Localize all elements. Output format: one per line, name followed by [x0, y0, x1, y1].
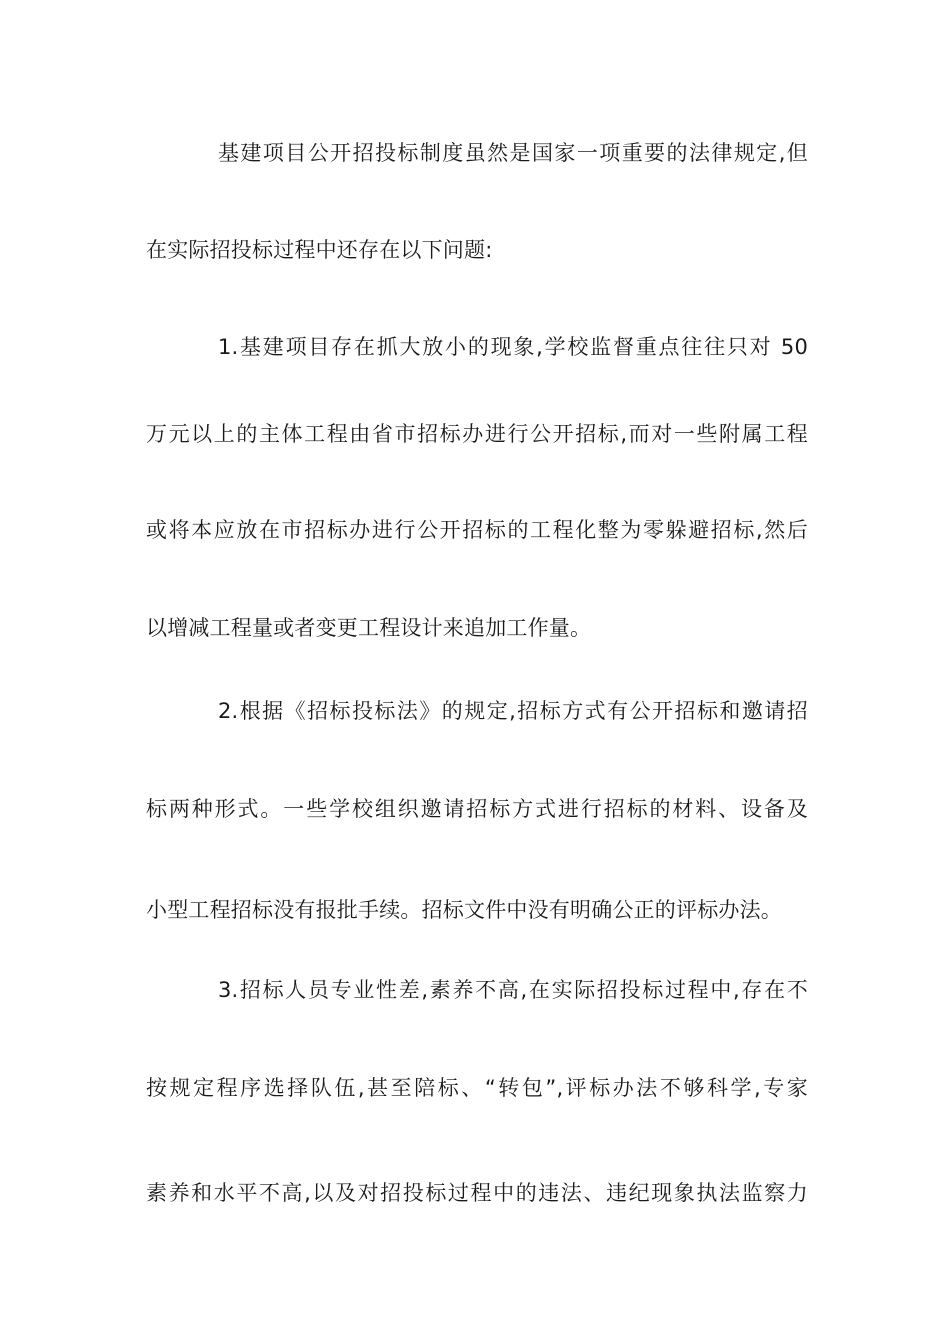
paragraph-2-line-3: 或将本应放在市招标办进行公开招标的工程化整为零躲避招标,然后 [146, 518, 808, 542]
paragraph-4-line-1: 3.招标人员专业性差,素养不高,在实际招投标过程中,存在不 [218, 978, 808, 1002]
paragraph-1-line-2: 在实际招投标过程中还存在以下问题: [146, 238, 493, 262]
paragraph-4-line-3: 素养和水平不高,以及对招投标过程中的违法、违纪现象执法监察力 [146, 1181, 808, 1205]
paragraph-4-line-2: 按规定程序选择队伍,甚至陪标、“转包”,评标办法不够科学,专家 [146, 1076, 808, 1100]
paragraph-3-line-3: 小型工程招标没有报批手续。招标文件中没有明确公正的评标办法。 [146, 898, 782, 922]
paragraph-2-line-1: 1.基建项目存在抓大放小的现象,学校监督重点往往只对 50 [218, 335, 808, 359]
paragraph-2-line-4: 以增减工程量或者变更工程设计来追加工作量。 [146, 616, 592, 640]
paragraph-2-line-2: 万元以上的主体工程由省市招标办进行公开招标,而对一些附属工程 [146, 422, 808, 446]
paragraph-3-line-2: 标两种形式。一些学校组织邀请招标方式进行招标的材料、设备及 [146, 797, 808, 821]
paragraph-1-line-1: 基建项目公开招投标制度虽然是国家一项重要的法律规定,但 [218, 141, 808, 165]
paragraph-3-line-1: 2.根据《招标投标法》的规定,招标方式有公开招标和邀请招 [218, 699, 808, 723]
